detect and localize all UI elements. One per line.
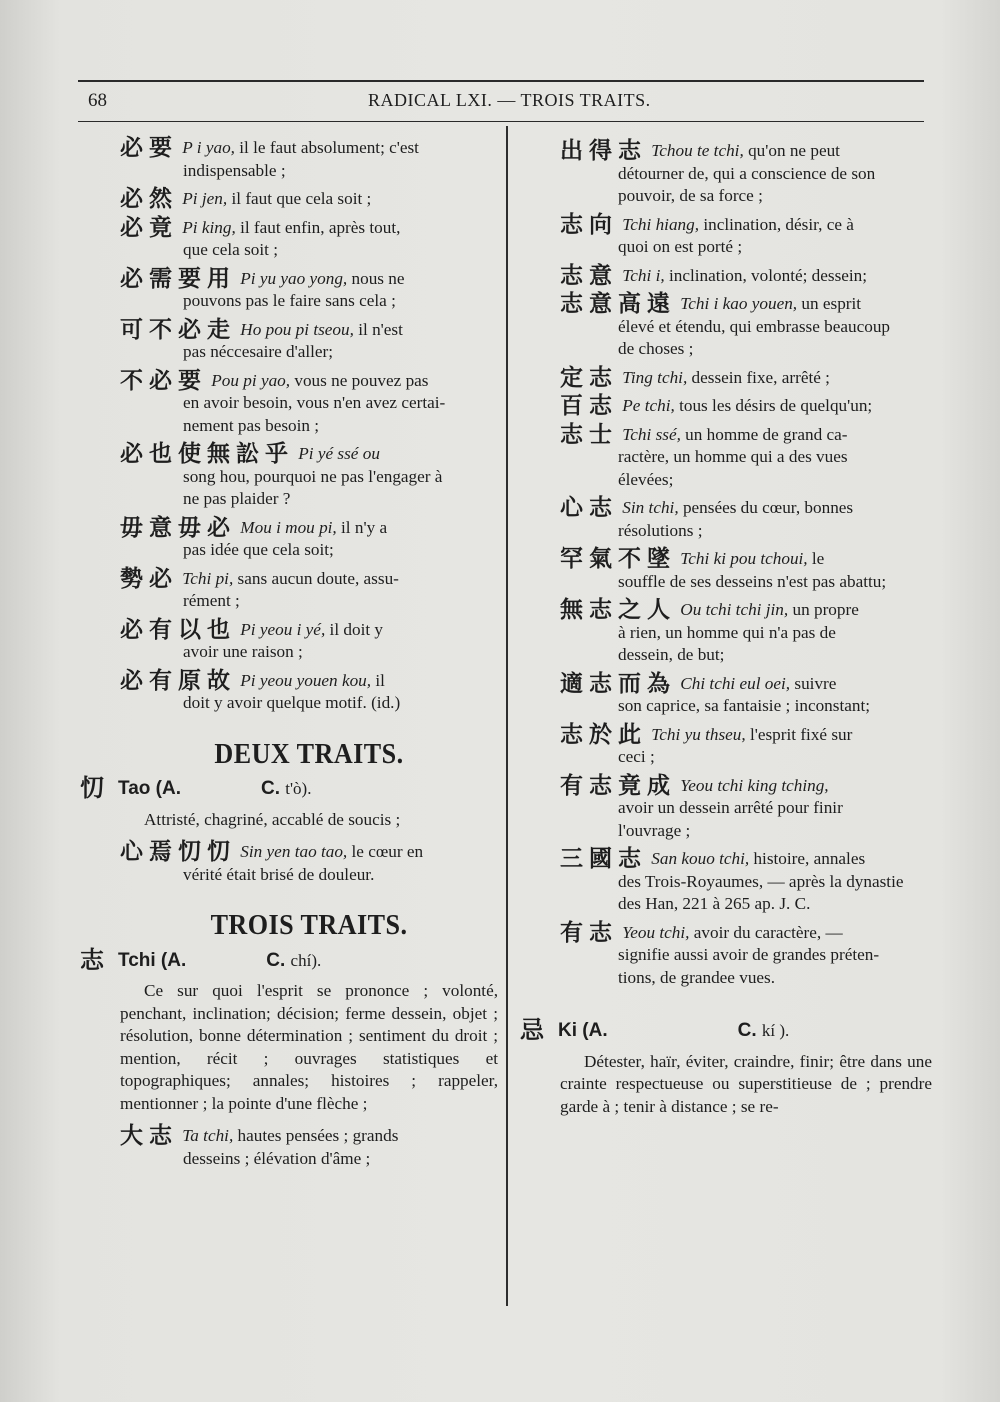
chinese-expression: 可不必走 [120, 316, 236, 343]
dictionary-entry [120, 214, 498, 262]
gloss-continuation-line: pas néccesaire d'aller; [183, 342, 334, 361]
entry-first-line [560, 548, 932, 571]
entry-first-line [120, 667, 498, 694]
gloss-first-line: hautes pensées ; grands [233, 1126, 399, 1145]
gloss-first-line: pensées du cœur, bonnes [678, 498, 854, 517]
definition-tchi: Ce sur quoi l'esprit se prononce ; volonté, penchant, inclination; décision; ferme dessein, objet ; résolution, bonne détermination ; sentiment du droit ; mention, récit ; ouvrages statistiques et topographiques; annales; histoires ; rappeler, mentionner ; la pointe d'une flèche ; [120, 981, 498, 1113]
gloss-first-line: il n'y a [336, 517, 388, 537]
gloss-first-line: il faut enfin, après tout, [235, 217, 401, 237]
dictionary-entry [120, 443, 498, 511]
column-divider [506, 126, 508, 1306]
romanization: Tchi hiang, [622, 214, 700, 234]
entry-first-line [560, 599, 932, 622]
chinese-expression: 定志 [560, 364, 618, 391]
dictionary-entry [560, 772, 932, 843]
romanization: Pou pi yao, [211, 370, 291, 390]
dictionary-entry [560, 421, 932, 492]
gloss-continuation-line: détourner de, qui a conscience de son [618, 163, 876, 183]
romanization: Yeou tchi king tching, [680, 775, 829, 795]
gloss-first-line: le [807, 549, 825, 568]
gloss-continuation-line: en avoir besoin, vous n'en avez certai- [183, 393, 446, 412]
c-label: C. [266, 949, 286, 971]
dictionary-entry [120, 316, 498, 364]
character-heading-ki [520, 1016, 932, 1044]
entry-first-line [120, 265, 498, 292]
gloss-continuation-line: élevé et étendu, qui embrasse beaucoup [618, 316, 891, 336]
gloss-first-line: il doit y [325, 619, 384, 639]
gloss-continuation-line: de choses ; [618, 339, 694, 358]
gloss-continuation-line: ne pas plaider ? [183, 489, 291, 508]
romanization: Tchi i kao youen, [680, 294, 798, 313]
chinese-expression: 必有原故 [120, 667, 236, 694]
romanization: Tchi i, [622, 265, 665, 285]
dictionary-entry [120, 265, 498, 313]
chinese-expression: 不必要 [120, 367, 207, 394]
gloss-first-line: un esprit [797, 294, 862, 313]
dictionary-entry [120, 616, 498, 664]
gloss-first-line: le cœur en [347, 842, 424, 861]
dictionary-entry [560, 211, 932, 259]
gloss-continuation-line: rément ; [183, 591, 240, 610]
romanization: Sin tchi, [622, 498, 679, 517]
character-tchi: 志 [80, 945, 104, 974]
heading-text: Tao (A. [118, 778, 181, 799]
chinese-expression: 必也使無訟乎 [120, 441, 294, 467]
header-rule-bottom [78, 121, 924, 122]
chinese-expression: 志意高遠 [560, 291, 676, 317]
chinese-expression: 心志 [560, 495, 618, 521]
chinese-expression: 志意 [560, 262, 618, 289]
c-value: chí). [290, 950, 322, 970]
right-entry-list [560, 140, 932, 989]
romanization: Tchi ki pou tchoui, [680, 549, 808, 568]
romanization: Yeou tchi, [622, 922, 690, 942]
dictionary-entry [560, 395, 932, 418]
entry-first-line [120, 443, 498, 466]
tao-entry-list [120, 841, 498, 886]
section-title-deux-traits: DEUX TRAITS. [214, 737, 404, 770]
character-ki: 忌 [520, 1016, 544, 1044]
romanization: Ting tchi, [622, 367, 688, 387]
chinese-expression: 志向 [560, 211, 618, 238]
entry-first-line [120, 616, 498, 643]
gloss-continuation-line: song hou, pourquoi ne pas l'engager à [183, 466, 443, 486]
entry-first-line [120, 565, 498, 592]
gloss-continuation-line: avoir une raison ; [183, 642, 303, 661]
entry-first-line [120, 1125, 498, 1148]
dictionary-entry [560, 140, 932, 208]
gloss-first-line: avoir du caractère, — [689, 922, 843, 942]
gloss-continuation-line: quoi on est porté ; [618, 237, 743, 256]
romanization: Mou i mou pi, [240, 517, 337, 537]
romanization: Tchou te tchi, [651, 141, 744, 160]
gloss-first-line: inclination, volonté; dessein; [664, 265, 868, 285]
gloss-continuation-line: résolutions ; [618, 520, 703, 540]
chinese-expression: 毋意毋必 [120, 514, 236, 541]
entry-first-line [120, 316, 498, 343]
tchi-entry-list [120, 1125, 498, 1170]
entry-first-line [560, 293, 932, 316]
chinese-expression: 必要 [120, 135, 178, 161]
left-entry-list [120, 137, 498, 715]
dictionary-entry [120, 841, 498, 886]
gloss-continuation-line: pouvons pas le faire sans cela ; [183, 291, 396, 310]
romanization: Pi yu yao yong, [240, 268, 348, 288]
chinese-expression: 勢必 [120, 565, 178, 592]
entry-first-line [560, 211, 932, 238]
entry-first-line [560, 497, 932, 520]
romanization: Pi yeou i yé, [240, 619, 326, 639]
romanization: Tchi yu thseu, [651, 724, 746, 744]
gloss-first-line: vous ne pouvez pas [290, 370, 429, 390]
gloss-first-line: l'esprit fixé sur [745, 724, 853, 744]
romanization: Chi tchi eul oei, [680, 673, 791, 693]
romanization: Pi king, [182, 217, 236, 237]
chinese-expression: 必然 [120, 186, 178, 212]
definition-tao: Attristé, chagriné, accablé de soucis ; [144, 809, 401, 829]
romanization: Tchi ssé, [622, 424, 681, 444]
dictionary-entry [120, 137, 498, 182]
gloss-first-line: tous les désirs de quelqu'un; [674, 396, 873, 415]
gloss-continuation-line: nement pas besoin ; [183, 415, 320, 435]
section-title-trois-traits: TROIS TRAITS. [210, 909, 408, 941]
gloss-first-line: sans aucun doute, assu- [233, 568, 399, 588]
chinese-expression: 出得志 [560, 138, 647, 164]
character-heading-tao [80, 774, 498, 802]
dictionary-entry [120, 565, 498, 613]
dictionary-entry [560, 670, 932, 718]
romanization: Ho pou pi tseou, [240, 319, 354, 339]
entry-first-line [560, 140, 932, 163]
gloss-continuation-line: vérité était brisé de douleur. [183, 864, 375, 884]
chinese-expression: 必需要用 [120, 265, 236, 292]
heading-text: Tchi (A. [118, 949, 187, 971]
chinese-expression: 無志之人 [560, 597, 676, 623]
chinese-expression: 心焉忉忉 [120, 839, 236, 865]
gloss-continuation-line: pas idée que cela soit; [183, 540, 334, 559]
dictionary-entry [560, 262, 932, 289]
dictionary-entry [560, 293, 932, 361]
character-heading-tchi [80, 945, 498, 974]
running-title: RADICAL LXI. — TROIS TRAITS. [368, 90, 651, 110]
gloss-continuation-line: souffle de ses desseins n'est pas abattu; [618, 571, 887, 591]
gloss-continuation-line: à rien, un homme qui n'a pas de [618, 622, 836, 642]
gloss-first-line: qu'on ne peut [743, 141, 840, 160]
entry-first-line [120, 188, 498, 211]
entry-first-line [560, 670, 932, 697]
gloss-continuation-line: élevées; [618, 469, 674, 489]
entry-first-line [560, 364, 932, 391]
header-rule-top [78, 80, 924, 82]
dictionary-entry [560, 364, 932, 391]
chinese-expression: 必竟 [120, 214, 178, 241]
romanization: San kouo tchi, [651, 849, 750, 868]
gloss-continuation-line: ractère, un homme qui a des vues [618, 447, 848, 466]
gloss-first-line: il le faut absolument; c'est [234, 138, 419, 157]
c-label: C. [737, 1020, 757, 1041]
gloss-continuation-line: son caprice, sa fantaisie ; inconstant; [618, 696, 870, 715]
dictionary-entry [120, 367, 498, 438]
gloss-continuation-line: que cela soit ; [183, 240, 278, 259]
gloss-continuation-line: ceci ; [618, 747, 655, 766]
chinese-expression: 大志 [120, 1123, 178, 1149]
dictionary-entry [560, 548, 932, 593]
dictionary-entry [120, 667, 498, 715]
page-number: 68 [88, 90, 107, 111]
romanization: Pi jen, [182, 189, 228, 208]
gloss-continuation-line: desseins ; élévation d'âme ; [183, 1148, 371, 1168]
romanization: Pe tchi, [622, 396, 675, 415]
entry-first-line [560, 395, 932, 418]
entry-first-line [560, 262, 932, 289]
romanization: Ta tchi, [182, 1126, 234, 1145]
gloss-first-line: nous ne [347, 268, 405, 288]
gloss-first-line: dessein fixe, arrêté ; [687, 367, 830, 387]
romanization: Tchi pi, [182, 568, 234, 588]
gloss-continuation-line: des Trois-Royaumes, — après la dynastie [618, 871, 904, 891]
gloss-continuation-line: pouvoir, de sa force ; [618, 186, 763, 205]
gloss-continuation-line: tions, de grandee vues. [618, 967, 776, 987]
gloss-first-line: un propre [788, 600, 859, 619]
chinese-expression: 三國志 [560, 846, 647, 872]
c-value: kí ). [761, 1021, 790, 1040]
heading-text: Ki (A. [558, 1020, 608, 1041]
gloss-continuation-line: signifie aussi avoir de grandes préten- [618, 945, 880, 964]
chinese-expression: 適志而為 [560, 670, 676, 697]
entry-first-line [560, 848, 932, 871]
chinese-expression: 志於此 [560, 721, 647, 748]
gloss-first-line: il [371, 670, 385, 690]
romanization: Pi yé ssé ou [298, 444, 380, 463]
gloss-continuation-line: doit y avoir quelque motif. (id.) [183, 693, 401, 712]
entry-first-line [560, 919, 932, 946]
dictionary-entry [560, 497, 932, 542]
left-column [80, 135, 498, 1176]
gloss-first-line: inclination, désir, ce à [699, 214, 854, 234]
dictionary-entry [120, 188, 498, 211]
dictionary-entry [120, 514, 498, 562]
gloss-first-line: un homme de grand ca- [680, 424, 848, 444]
entry-first-line [560, 421, 932, 448]
entry-first-line [120, 841, 498, 864]
chinese-expression: 有志 [560, 919, 618, 946]
c-label: C. [260, 778, 280, 799]
entry-first-line [120, 514, 498, 541]
gloss-first-line: il faut que cela soit ; [227, 189, 372, 208]
romanization: Ou tchi tchi jin, [680, 600, 789, 619]
dictionary-entry [560, 848, 932, 916]
entry-first-line [560, 772, 932, 799]
entry-first-line [120, 367, 498, 394]
romanization: Sin yen tao tao, [240, 842, 348, 861]
entry-first-line [120, 137, 498, 160]
entry-first-line [560, 721, 932, 748]
dictionary-entry [120, 1125, 498, 1170]
chinese-expression: 志士 [560, 421, 618, 448]
gloss-continuation-line: l'ouvrage ; [618, 820, 691, 840]
gloss-continuation-line: des Han, 221 à 265 ap. J. C. [618, 894, 811, 913]
right-column [520, 138, 932, 1128]
definition-ki: Détester, haïr, éviter, craindre, finir; être dans une crainte respectueuse ou superstitieuse de ; prendre garde à ; tenir à distance ; se re- [560, 1051, 932, 1116]
gloss-first-line: histoire, annales [749, 849, 866, 868]
chinese-expression: 罕氣不墜 [560, 546, 676, 572]
chinese-expression: 百志 [560, 393, 618, 419]
c-value: t'ò). [285, 779, 312, 798]
romanization: P i yao, [182, 138, 235, 157]
gloss-continuation-line: avoir un dessein arrêté pour finir [618, 798, 843, 817]
gloss-continuation-line: dessein, de but; [618, 645, 725, 664]
gloss-first-line: suivre [790, 673, 837, 693]
dictionary-entry [560, 721, 932, 769]
romanization: Pi yeou youen kou, [240, 670, 372, 690]
entry-first-line [120, 214, 498, 241]
dictionary-entry [560, 919, 932, 990]
gloss-first-line: il n'est [353, 319, 403, 339]
chinese-expression: 有志竟成 [560, 772, 676, 799]
gloss-continuation-line: indispensable ; [183, 160, 286, 180]
dictionary-entry [560, 599, 932, 667]
chinese-expression: 必有以也 [120, 616, 236, 643]
character-tao: 忉 [80, 774, 104, 802]
